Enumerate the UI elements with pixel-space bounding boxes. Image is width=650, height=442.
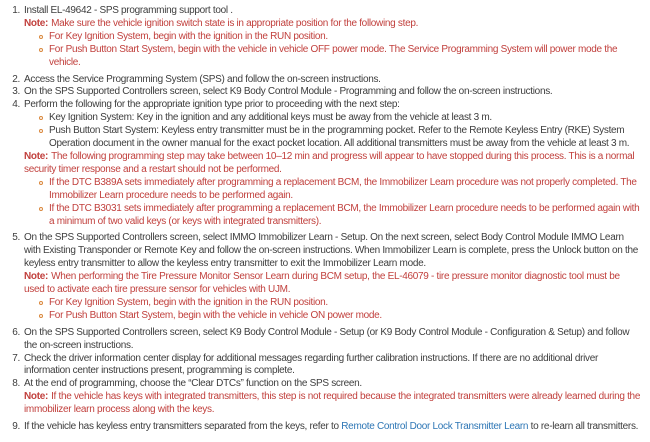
text-segment: At the end of programming, choose the “Clear DTCs” function on the SPS screen. [24,378,362,390]
circle-bullet-icon [39,314,43,318]
sub-bullet-item [24,203,642,229]
step-text [24,99,642,112]
circle-bullet-icon [39,116,43,120]
sub-bullet-text: For Key Ignition System, begin with the ignition in the RUN position. [49,30,328,42]
text-segment: Access the Service Programming System (SPS) and follow the on-screen instructions. [24,73,381,85]
note-text: If the vehicle has keys with integrated transmitters, this step is not required because the integrated transmitters were already learned during the immobilizer learn process along with the keys. [24,391,641,416]
note-text: When performing the Tire Pressure Monitor Sensor Learn during BCM setup, the EL-46079 - tire pressure monitor diagnostic tool must be used to activate each tire pressure sensor for vehicles with UJM. [24,271,620,296]
text-segment: If the vehicle has keyless entry transmitters separated from the keys, refer to [24,421,342,433]
sub-bullet-item [24,31,642,44]
step-text [24,5,642,18]
step-body [24,74,642,87]
note-paragraph [24,151,642,177]
sub-bullet-item [24,125,642,151]
step-number: 7. [12,352,20,364]
note-paragraph [24,271,642,297]
sub-bullet-item [24,112,642,125]
step-number: 5. [12,232,20,244]
step-text [24,353,642,379]
note-paragraph [24,391,642,417]
step-number: 8. [12,378,20,390]
sub-bullet-item [24,297,642,310]
sub-bullet-text: For Key Ignition System, begin with the ignition in the RUN position. [49,296,328,308]
circle-bullet-icon [39,207,43,211]
step-body [24,327,642,353]
text-segment: On the SPS Supported Controllers screen, select K9 Body Control Module - Programming and follow the on-screen instructions. [24,86,553,98]
sub-bullet-item [24,44,642,70]
step-body [24,5,642,74]
step-body [24,86,642,99]
note-label: Note: [24,391,49,403]
step-number: 3. [12,86,20,98]
circle-bullet-icon [39,181,43,185]
procedure-step [8,353,642,379]
procedure-step [8,232,642,326]
procedure-step [8,74,642,87]
step-sub-items [24,112,642,228]
step-text [24,378,642,391]
text-segment: Perform the following for the appropriate ignition type prior to proceeding with the next step: [24,99,400,111]
sub-bullet-text: If the DTC B389A sets immediately after programming a replacement BCM, the Immobilizer Learn procedure was not properly completed. The Immobilizer Learn procedure needs to be performed again. [49,176,637,201]
sub-bullet-text: For Push Button Start System, begin with the vehicle in vehicle OFF power mode. The Service Programming System will power mode the vehicle. [49,43,618,68]
step-sub-items [24,391,642,417]
step-number: 9. [12,421,20,433]
procedure-step [8,378,642,421]
text-segment: to re-learn all transmitters. [528,421,639,433]
circle-bullet-icon [39,35,43,39]
circle-bullet-icon [39,48,43,52]
text-segment: Check the driver information center display for additional messages regarding further calibration instructions. If there are no additional driver information center instructions present, programming is complete. [24,352,599,377]
step-body [24,99,642,232]
step-body [24,232,642,326]
circle-bullet-icon [39,129,43,133]
procedure-steps-list [8,5,642,434]
step-sub-items [24,271,642,323]
step-sub-items [24,18,642,70]
step-number: 6. [12,326,20,338]
sub-bullet-text: If the DTC B3031 sets immediately after programming a replacement BCM, the Immobilizer Learn procedure needs to be performed again with a minimum of two valid keys (or keys with integrated transmitters). [49,202,640,227]
step-text [24,421,642,434]
sub-bullet-item [24,310,642,323]
step-text [24,327,642,353]
procedure-step [8,5,642,74]
procedure-step [8,99,642,232]
remote-control-door-lock-transmitter-learn-link[interactable]: Remote Control Door Lock Transmitter Learn [341,421,529,433]
step-text [24,232,642,271]
note-text: Make sure the vehicle ignition switch state is in appropriate position for the following step. [51,17,419,29]
sub-bullet-text: For Push Button Start System, begin with the vehicle in vehicle ON power mode. [49,309,382,321]
note-paragraph [24,18,642,31]
sub-bullet-text: Push Button Start System: Keyless entry transmitter must be in the programming pocket. Refer to the Remote Keyless Entry (RKE) System Operation document in the owner manual for the exact pocket location. All additional transmitters must be away from the vehicle at least 3 m. [49,125,630,150]
step-number: 1. [12,5,20,16]
sub-bullet-item [24,177,642,203]
note-label: Note: [24,150,49,162]
note-text: The following programming step may take between 10–12 min and progress will appear to have stopped during this process. This is a normal security timer response and a restart should not be performed. [24,150,635,175]
circle-bullet-icon [39,301,43,305]
step-number: 2. [12,73,20,85]
step-number: 4. [12,99,20,111]
procedure-step [8,86,642,99]
step-body [24,378,642,421]
procedure-step [8,327,642,353]
step-body [24,421,642,434]
note-label: Note: [24,17,49,29]
step-body [24,353,642,379]
note-label: Note: [24,271,49,283]
text-segment: On the SPS Supported Controllers screen, select IMMO Immobilizer Learn - Setup. On the next screen, select Body Control Module IMMO Learn with Existing Transponder or Remote Key and follow the on-screen instructions. When Immobilizer Learn is complete, press the Unlock button on the keyless entry transmitter to allow the keyless entry transmitter to exit the Immobilizer Learn mode. [24,232,639,270]
text-segment: Install EL-49642 - SPS programming support tool . [24,5,233,16]
sub-bullet-text: Key Ignition System: Key in the ignition and any additional keys must be away from the vehicle at least 3 m. [49,112,492,124]
text-segment: On the SPS Supported Controllers screen, select K9 Body Control Module - Setup (or K9 Body Control Module - Configuration & Setup) and follow the on-screen instructions. [24,326,630,351]
step-text [24,74,642,87]
procedure-step [8,421,642,434]
step-text [24,86,642,99]
